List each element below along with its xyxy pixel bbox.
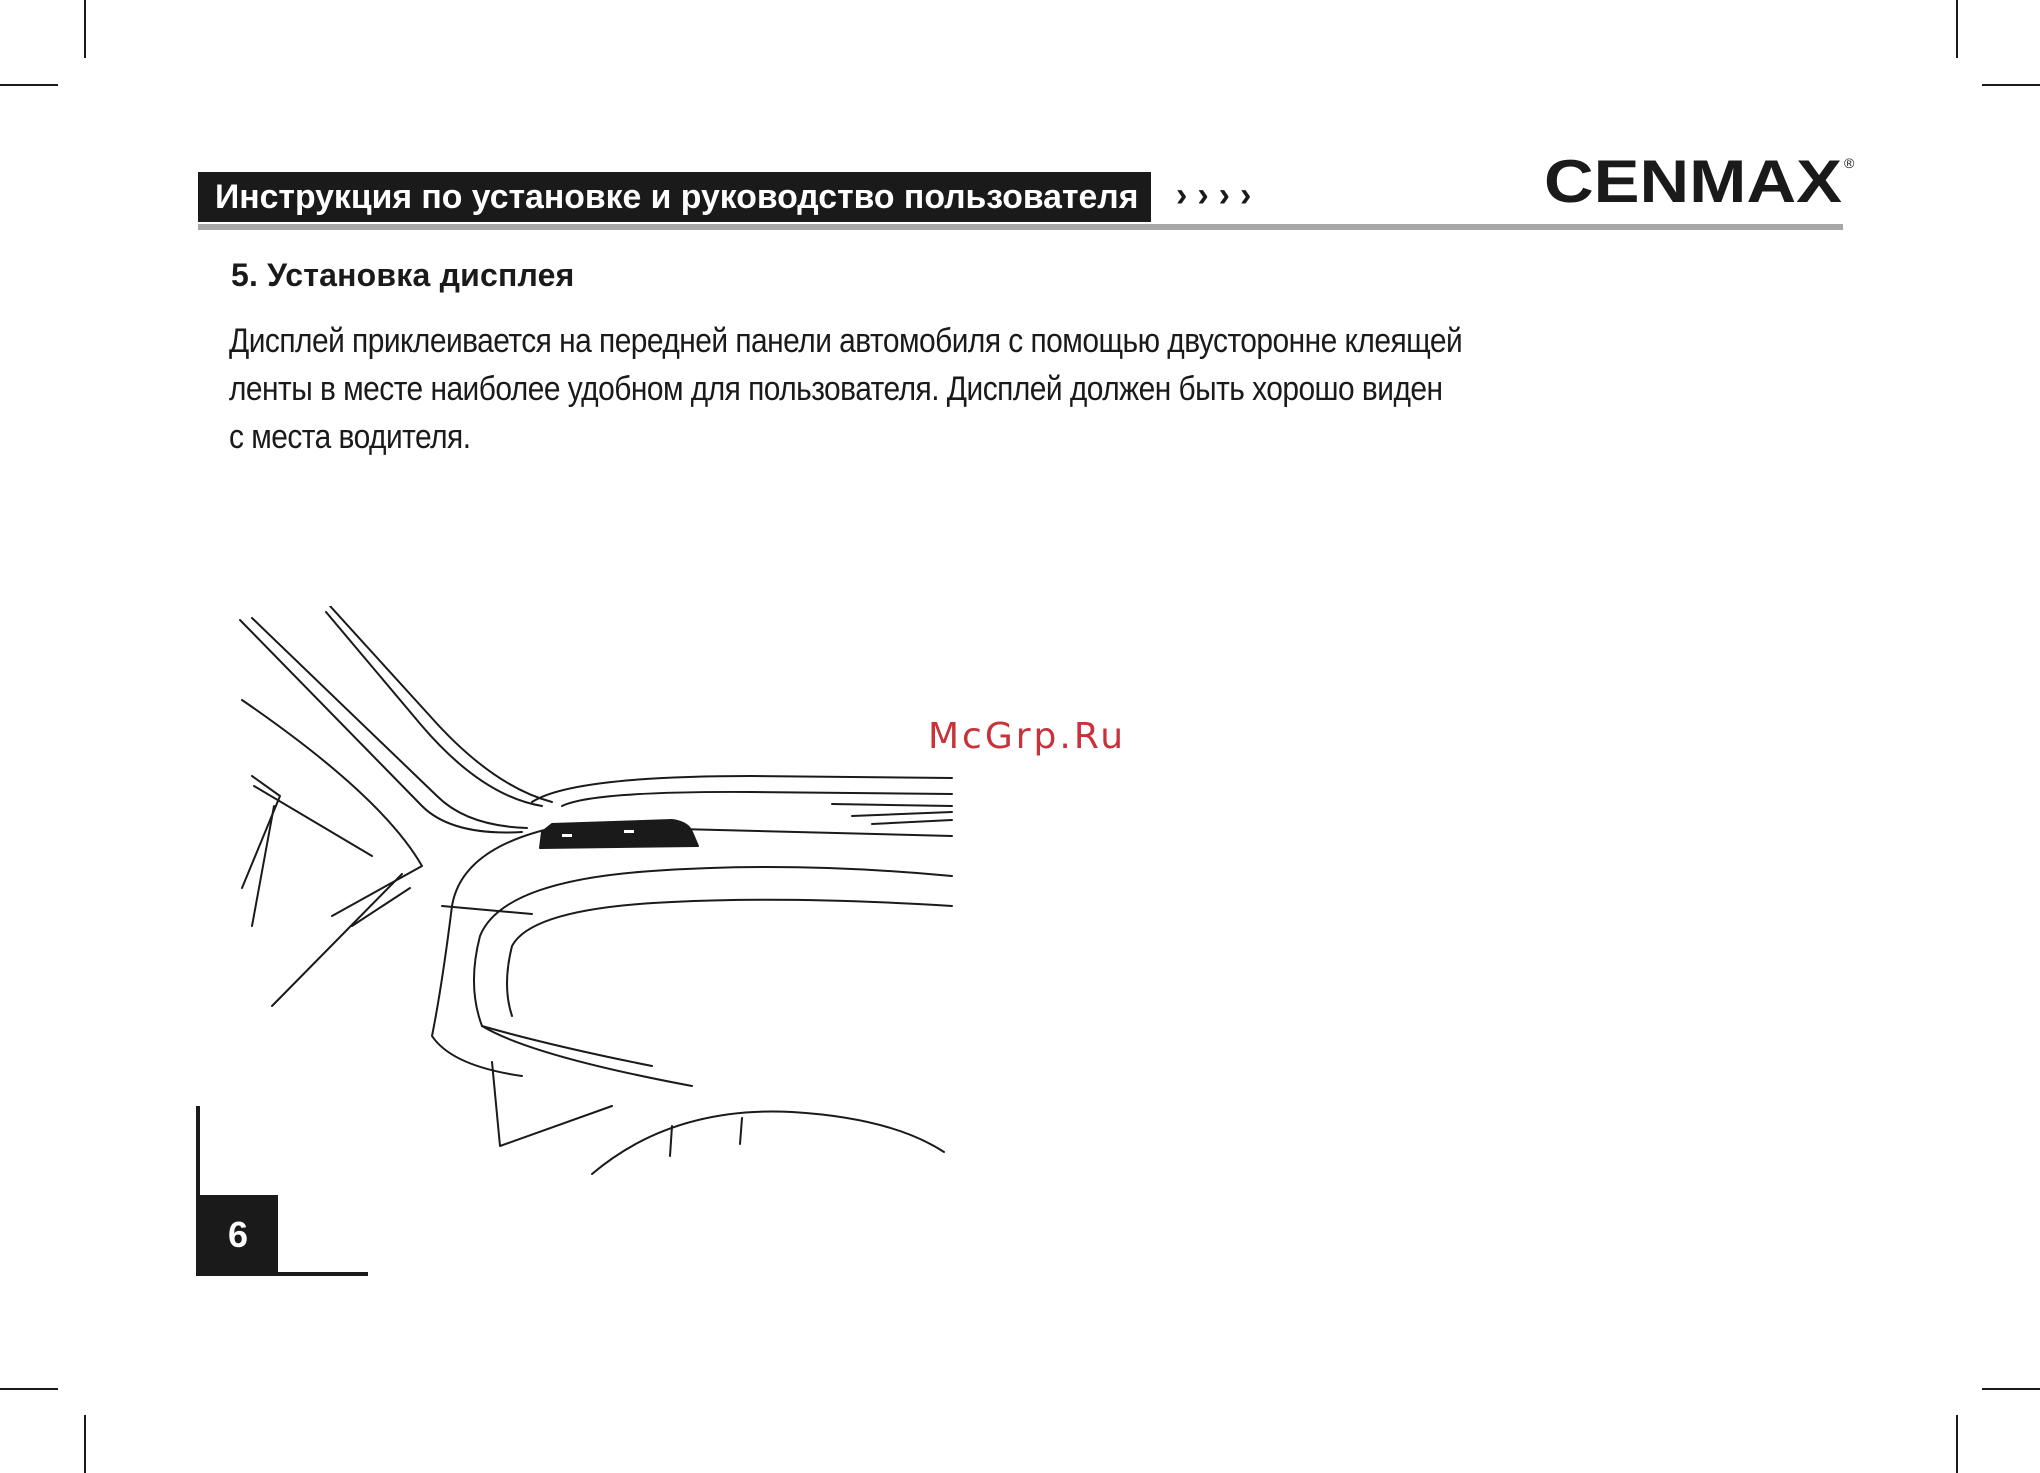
- paragraph-line: Дисплей приклеивается на передней панели автомобиля с помощью двусторонне клеящей: [229, 322, 1463, 360]
- crop-mark: [1956, 0, 1958, 58]
- section-title: 5. Установка дисплея: [231, 257, 575, 293]
- crop-mark: [84, 1415, 86, 1473]
- page-bracket: [198, 1272, 368, 1276]
- header-rule: [198, 224, 1843, 230]
- header-title-text: Инструкция по установке и руководство пользователя: [215, 178, 1139, 216]
- crop-mark: [1956, 1415, 1958, 1473]
- crop-mark: [1982, 84, 2040, 86]
- registered-mark: ®: [1844, 155, 1855, 171]
- header-title: [198, 172, 1151, 222]
- cenmax-logo: [1544, 152, 1856, 210]
- crop-mark: [0, 1388, 58, 1390]
- section-paragraph: [229, 317, 1463, 461]
- chevrons-icon: ››››: [1176, 176, 1262, 214]
- watermark: McGrp.Ru: [928, 716, 1127, 757]
- crop-mark: [84, 0, 86, 58]
- car-dashboard-display-illustration: [232, 606, 966, 1182]
- page-number: 6: [198, 1195, 278, 1275]
- paragraph-line: ленты в месте наиболее удобном для пользователя. Дисплей должен быть хорошо виден: [229, 370, 1443, 408]
- brand-name: CENMAX: [1544, 152, 1842, 210]
- paragraph-line: с места водителя.: [229, 418, 471, 456]
- crop-mark: [1982, 1388, 2040, 1390]
- crop-mark: [0, 84, 58, 86]
